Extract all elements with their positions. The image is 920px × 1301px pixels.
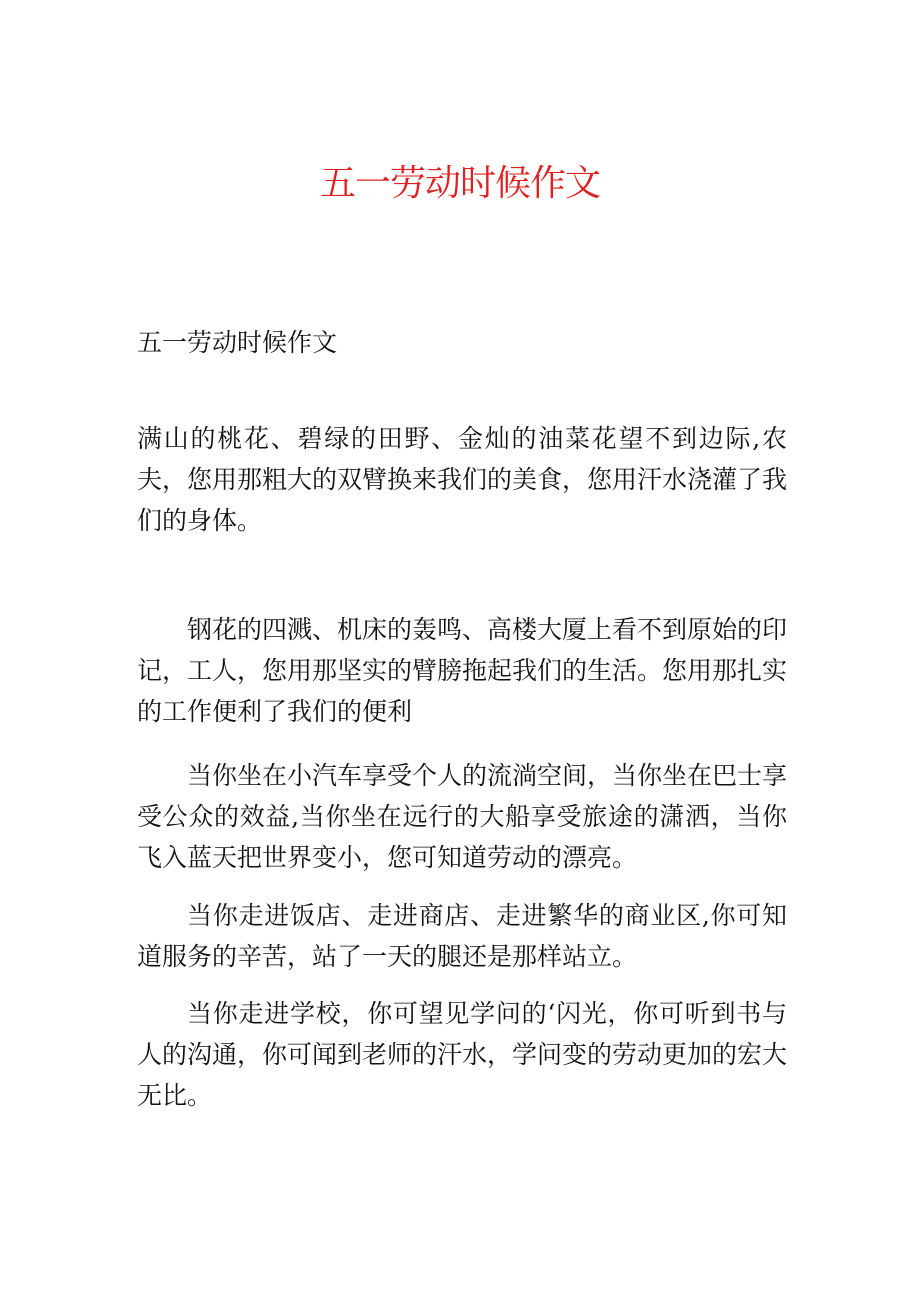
paragraph-transport: 当你坐在小汽车享受个人的流淌空间，当你坐在巴士享受公众的效益,当你坐在远行的大船享受旅途的潇洒，当你飞入蓝天把世界变小，您可知道劳动的漂亮。 (137, 761, 788, 872)
paragraph-farmer: 满山的桃花、碧绿的田野、金灿的油菜花望不到边际,农夫，您用那粗大的双臂换来我们的美食，您用汗水浇灌了我们的身体。 (137, 424, 788, 535)
paragraph-school: 当你走进学校，你可望见学问的‘闪光，你可听到书与人的沟通，你可闻到老师的汗水，学问变的劳动更加的宏大无比。 (137, 999, 788, 1110)
paragraph-service: 当你走进饭店、走进商店、走进繁华的商业区,你可知道服务的辛苦，站了一天的腿还是那样站立。 (137, 901, 787, 971)
paragraph-worker: 钢花的四溅、机床的轰鸣、高楼大厦上看不到原始的印记，工人，您用那坚实的臂膀拖起我们的生活。您用那扎实的工作便利了我们的便利 (137, 615, 788, 726)
document-title: 五一劳动时候作文 (319, 163, 600, 204)
document-subtitle: 五一劳动时候作文 (137, 328, 338, 357)
